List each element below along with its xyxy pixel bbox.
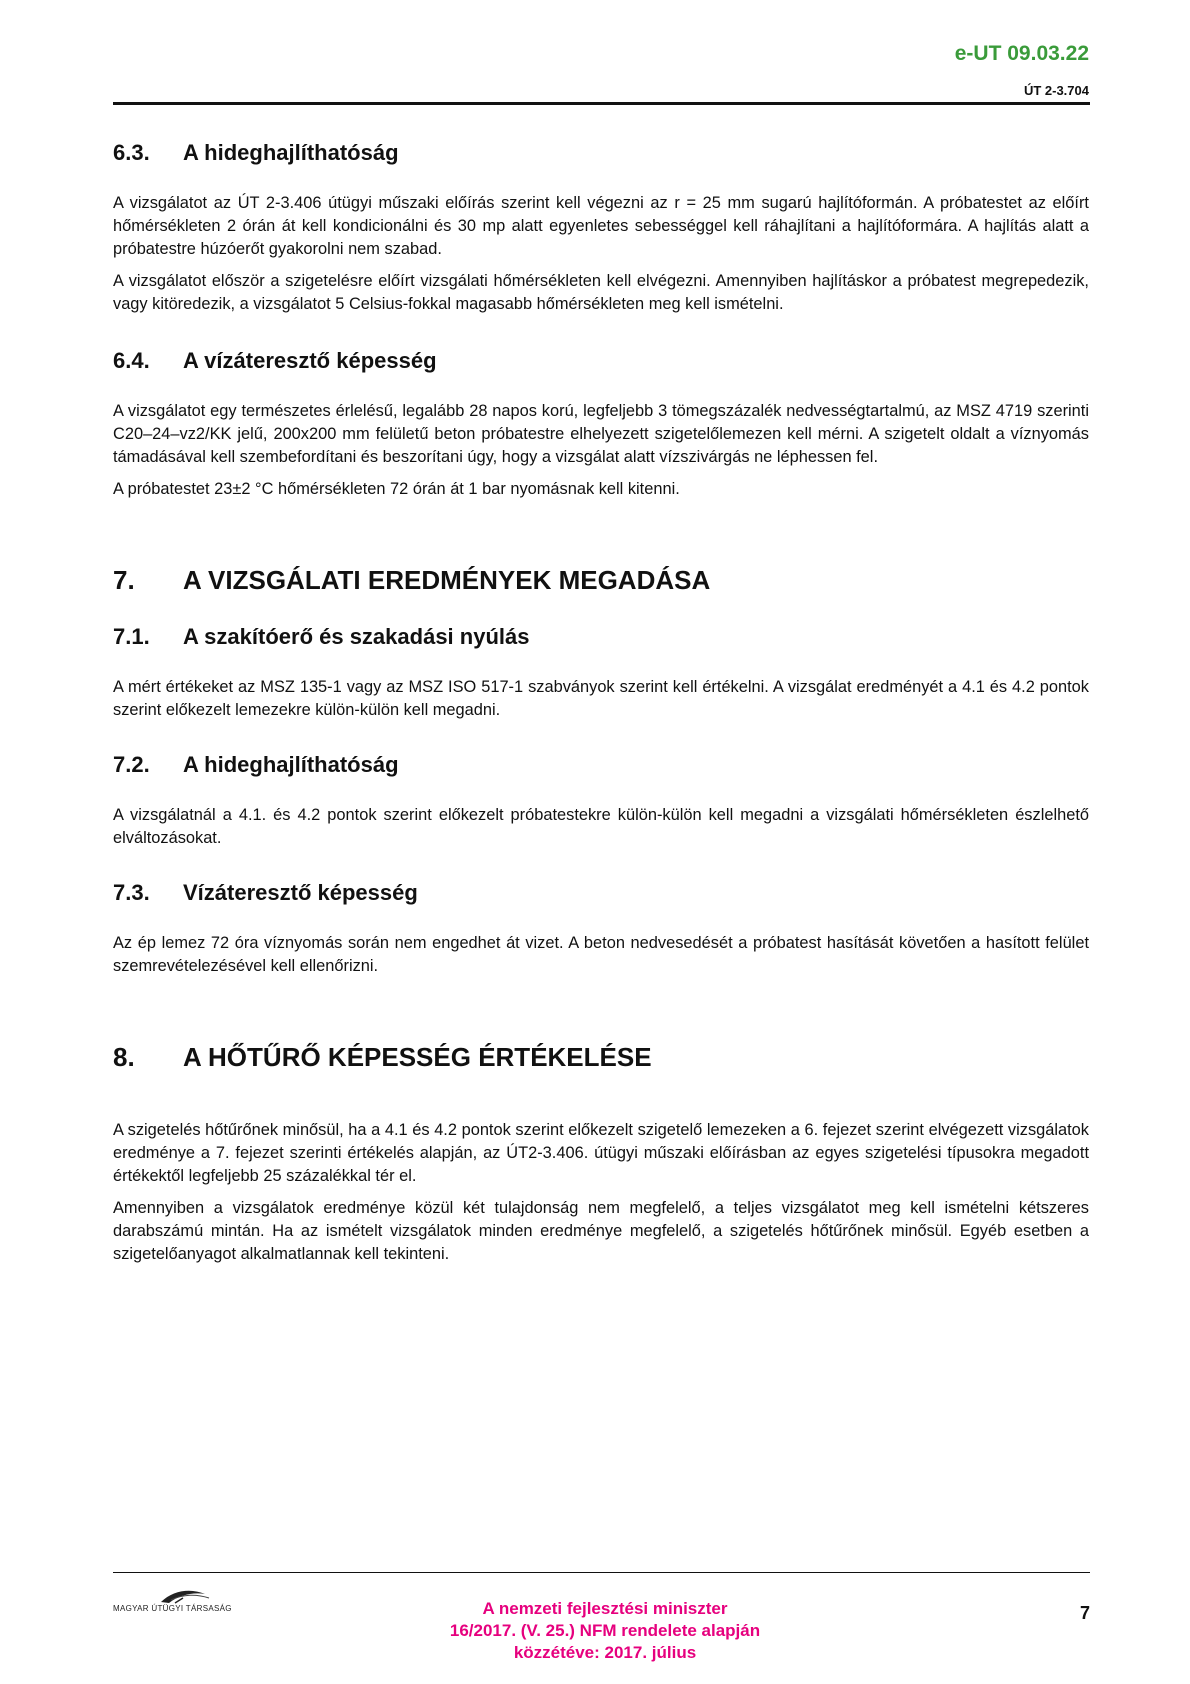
section-number: 7.1. xyxy=(113,624,150,649)
section-number: 6.4. xyxy=(113,348,150,373)
paragraph: A szigetelés hőtűrőnek minősül, ha a 4.1 és 4.2 pontok szerint előkezelt szigetelő lemezeken a 6. fejezet szerint elvégezett vizsgálatok eredménye a 7. fejezet szerinti értékelés alapján, az ÚT2-3.406. útügyi műszaki előírásban az egyes szigetelési típusokra megadott értékektől legfeljebb 25 százalékkal tér el. xyxy=(113,1121,1089,1185)
chapter-heading-8 xyxy=(113,1042,1089,1073)
publication-note xyxy=(395,1598,815,1664)
paragraph: A vizsgálatot először a szigetelésre előírt vizsgálati hőmérsékleten kell elvégezni. Amennyiben hajlításkor a próbatest megrepedezik, vagy kitöredezik, a vizsgálatot 5 Celsius-fokkal magasabb hőmérsékleten meg kell ismételni. xyxy=(113,272,1089,313)
organization-logo xyxy=(113,1586,263,1616)
section-number: 7.3. xyxy=(113,880,150,905)
section-title: A vízáteresztő képesség xyxy=(183,348,437,373)
section-title: Vízáteresztő képesség xyxy=(183,880,418,905)
header-rule xyxy=(113,102,1090,105)
publication-line-1: A nemzeti fejlesztési miniszter xyxy=(482,1599,728,1618)
section-heading-6-3 xyxy=(113,140,1089,166)
paragraph: A vizsgálatnál a 4.1. és 4.2 pontok szerint előkezelt próbatestekre külön-külön kell megadni a vizsgálati hőmérsékleten észlelhető elváltozásokat. xyxy=(113,806,1089,847)
section-heading-7-2 xyxy=(113,752,1089,778)
publication-line-3: közzétéve: 2017. július xyxy=(513,1643,697,1662)
section-number: 7.2. xyxy=(113,752,150,777)
footer-rule xyxy=(113,1572,1090,1573)
section-number: 6.3. xyxy=(113,140,150,165)
paragraph: A vizsgálatot egy természetes érlelésű, legalább 28 napos korú, legfeljebb 3 tömegszázalék nedvességtartalmú, az MSZ 4719 szerinti C20–24–vz2/KK jelű, 200x200 mm felületű beton próbatestre elhelyezett szigetelőlemezen kell mérni. A szigetelt oldalt a víznyomás támadásával kell szembefordítani és beszorítani úgy, hogy a vizsgálat alatt vízszivárgás ne léphessen fel. xyxy=(113,402,1089,466)
section-title: A hideghajlíthatóság xyxy=(183,752,399,777)
paragraph: A vizsgálatot az ÚT 2-3.406 útügyi műszaki előírás szerint kell végezni az r = 25 mm sugarú hajlítóformán. A próbatestet az előírt hőmérsékleten 2 órán át kell kondicionálni és 30 mp alatt egyenletes sebességgel kell ráhajlítani a hajlítóformára. A hajlítás alatt a próbatestre húzóerőt gyakorolni nem szabad. xyxy=(113,194,1089,258)
paragraph: A mért értékeket az MSZ 135-1 vagy az MSZ ISO 517-1 szabványok szerint kell értékelni. A vizsgálat eredményét a 4.1 és 4.2 pontok szerint előkezelt lemezekre külön-külön kell megadni. xyxy=(113,678,1089,719)
chapter-title: A HŐTŰRŐ KÉPESSÉG ÉRTÉKELÉSE xyxy=(183,1042,652,1072)
chapter-title: A VIZSGÁLATI EREDMÉNYEK MEGADÁSA xyxy=(183,565,711,595)
section-heading-7-3 xyxy=(113,880,1089,906)
document-body xyxy=(113,140,1089,1266)
section-heading-6-4 xyxy=(113,348,1089,374)
section-heading-7-1 xyxy=(113,624,1089,650)
section-title: A szakítóerő és szakadási nyúlás xyxy=(183,624,530,649)
chapter-heading-7 xyxy=(113,565,1089,596)
page-number: 7 xyxy=(1079,1603,1090,1623)
paragraph: A próbatestet 23±2 °C hőmérsékleten 72 órán át 1 bar nyomásnak kell kitenni. xyxy=(113,480,680,498)
paragraph: Az ép lemez 72 óra víznyomás során nem engedhet át vizet. A beton nedvesedését a próbatest hasítását követően a hasított felület szemrevételezésével kell ellenőrizni. xyxy=(113,934,1089,975)
chapter-number: 7. xyxy=(113,565,135,595)
chapter-number: 8. xyxy=(113,1042,135,1072)
section-title: A hideghajlíthatóság xyxy=(183,140,399,165)
paragraph: Amennyiben a vizsgálatok eredménye közül két tulajdonság nem megfelelő, a teljes vizsgálatot meg kell ismételni kétszeres darabszámú mintán. Ha az ismételt vizsgálatok minden eredménye megfelelő, a szigetelés hőtűrőnek minősül. Egyéb esetben a szigetelőanyagot alkalmatlannak kell tekinteni. xyxy=(113,1199,1089,1263)
logo-text: MAGYAR ÚTÜGYI TÁRSASÁG xyxy=(113,1604,232,1613)
document-subcode: ÚT 2-3.704 xyxy=(1023,83,1089,98)
document-code: e-UT 09.03.22 xyxy=(954,42,1089,65)
publication-line-2: 16/2017. (V. 25.) NFM rendelete alapján xyxy=(449,1621,761,1640)
